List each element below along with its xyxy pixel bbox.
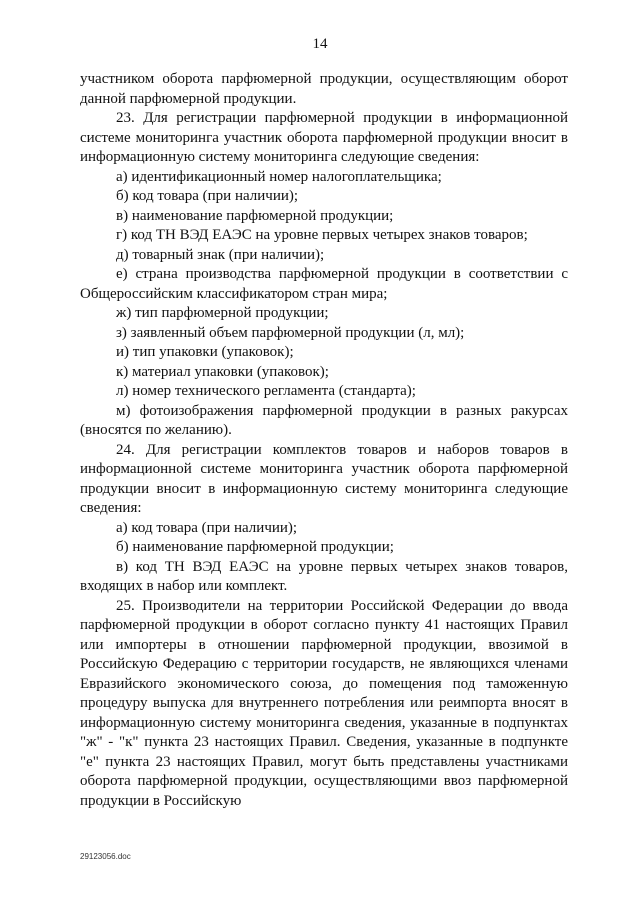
list-item-23zh: ж) тип парфюмерной продукции; [116, 305, 329, 321]
page-number: 14 [312, 36, 328, 52]
list-item-23e: е) страна производства парфюмерной продукции в соответствии с Общероссийским классификатором стран мира; [80, 266, 568, 302]
footer-filename: 29123056.doc [80, 852, 131, 861]
list-item-23g: г) код ТН ВЭД ЕАЭС на уровне первых четырех знаков товаров; [116, 227, 528, 243]
list-item-24a: а) код товара (при наличии); [116, 519, 298, 536]
list-item-23z: з) заявленный объем парфюмерной продукции (л, мл); [116, 324, 465, 341]
list-item-23l: л) номер технического регламента (стандарта); [116, 383, 416, 399]
document-body [80, 70, 568, 811]
list-item-23d: д) товарный знак (при наличии); [116, 246, 325, 263]
list-item-24v: в) код ТН ВЭД ЕАЭС на уровне первых четырех знаков товаров, входящих в набор или комплект. [80, 558, 568, 594]
paragraph-24: 24. Для регистрации комплектов товаров и наборов товаров в информационной системе мониторинга участник оборота парфюмерной продукции вносит в информационную систему мониторинга следующие сведения: [80, 441, 568, 516]
paragraph-23: 23. Для регистрации парфюмерной продукции в информационной системе мониторинга участник оборота парфюмерной продукции вносит в информационную систему мониторинга следующие сведения: [80, 110, 568, 165]
list-item-23a: а) идентификационный номер налогоплательщика; [116, 168, 442, 185]
paragraph-25: 25. Производители на территории Российской Федерации до ввода парфюмерной продукции в оборот согласно пункту 41 настоящих Правил или импортеры в отношении парфюмерной продукции, ввозимой в Российскую Федерацию с территории государств, не являющихся членами Евразийского экономического союза, до помещения под таможенную процедуру выпуска для внутреннего потребления или реимпорта вносят в информационную систему мониторинга сведения, указанные в подпунктах "ж" - "к" пункта 23 настоящих Правил. Сведения, указанные в подпункте "е" пункта 23 настоящих Правил, могут быть представлены участниками оборота парфюмерной продукции, осуществляющими ввоз парфюмерной продукции в Российскую [80, 597, 568, 809]
list-item-23k: к) материал упаковки (упаковок); [116, 363, 329, 380]
list-item-23i: и) тип упаковки (упаковок); [116, 344, 294, 360]
list-item-23b: б) код товара (при наличии); [116, 188, 299, 204]
list-item-24b: б) наименование парфюмерной продукции; [116, 539, 394, 555]
list-item-23v: в) наименование парфюмерной продукции; [116, 207, 394, 224]
paragraph-0: участником оборота парфюмерной продукции, осуществляющим оборот данной парфюмерной продукции. [80, 71, 568, 107]
list-item-23m: м) фотоизображения парфюмерной продукции в разных ракурсах (вносятся по желанию). [80, 402, 568, 438]
